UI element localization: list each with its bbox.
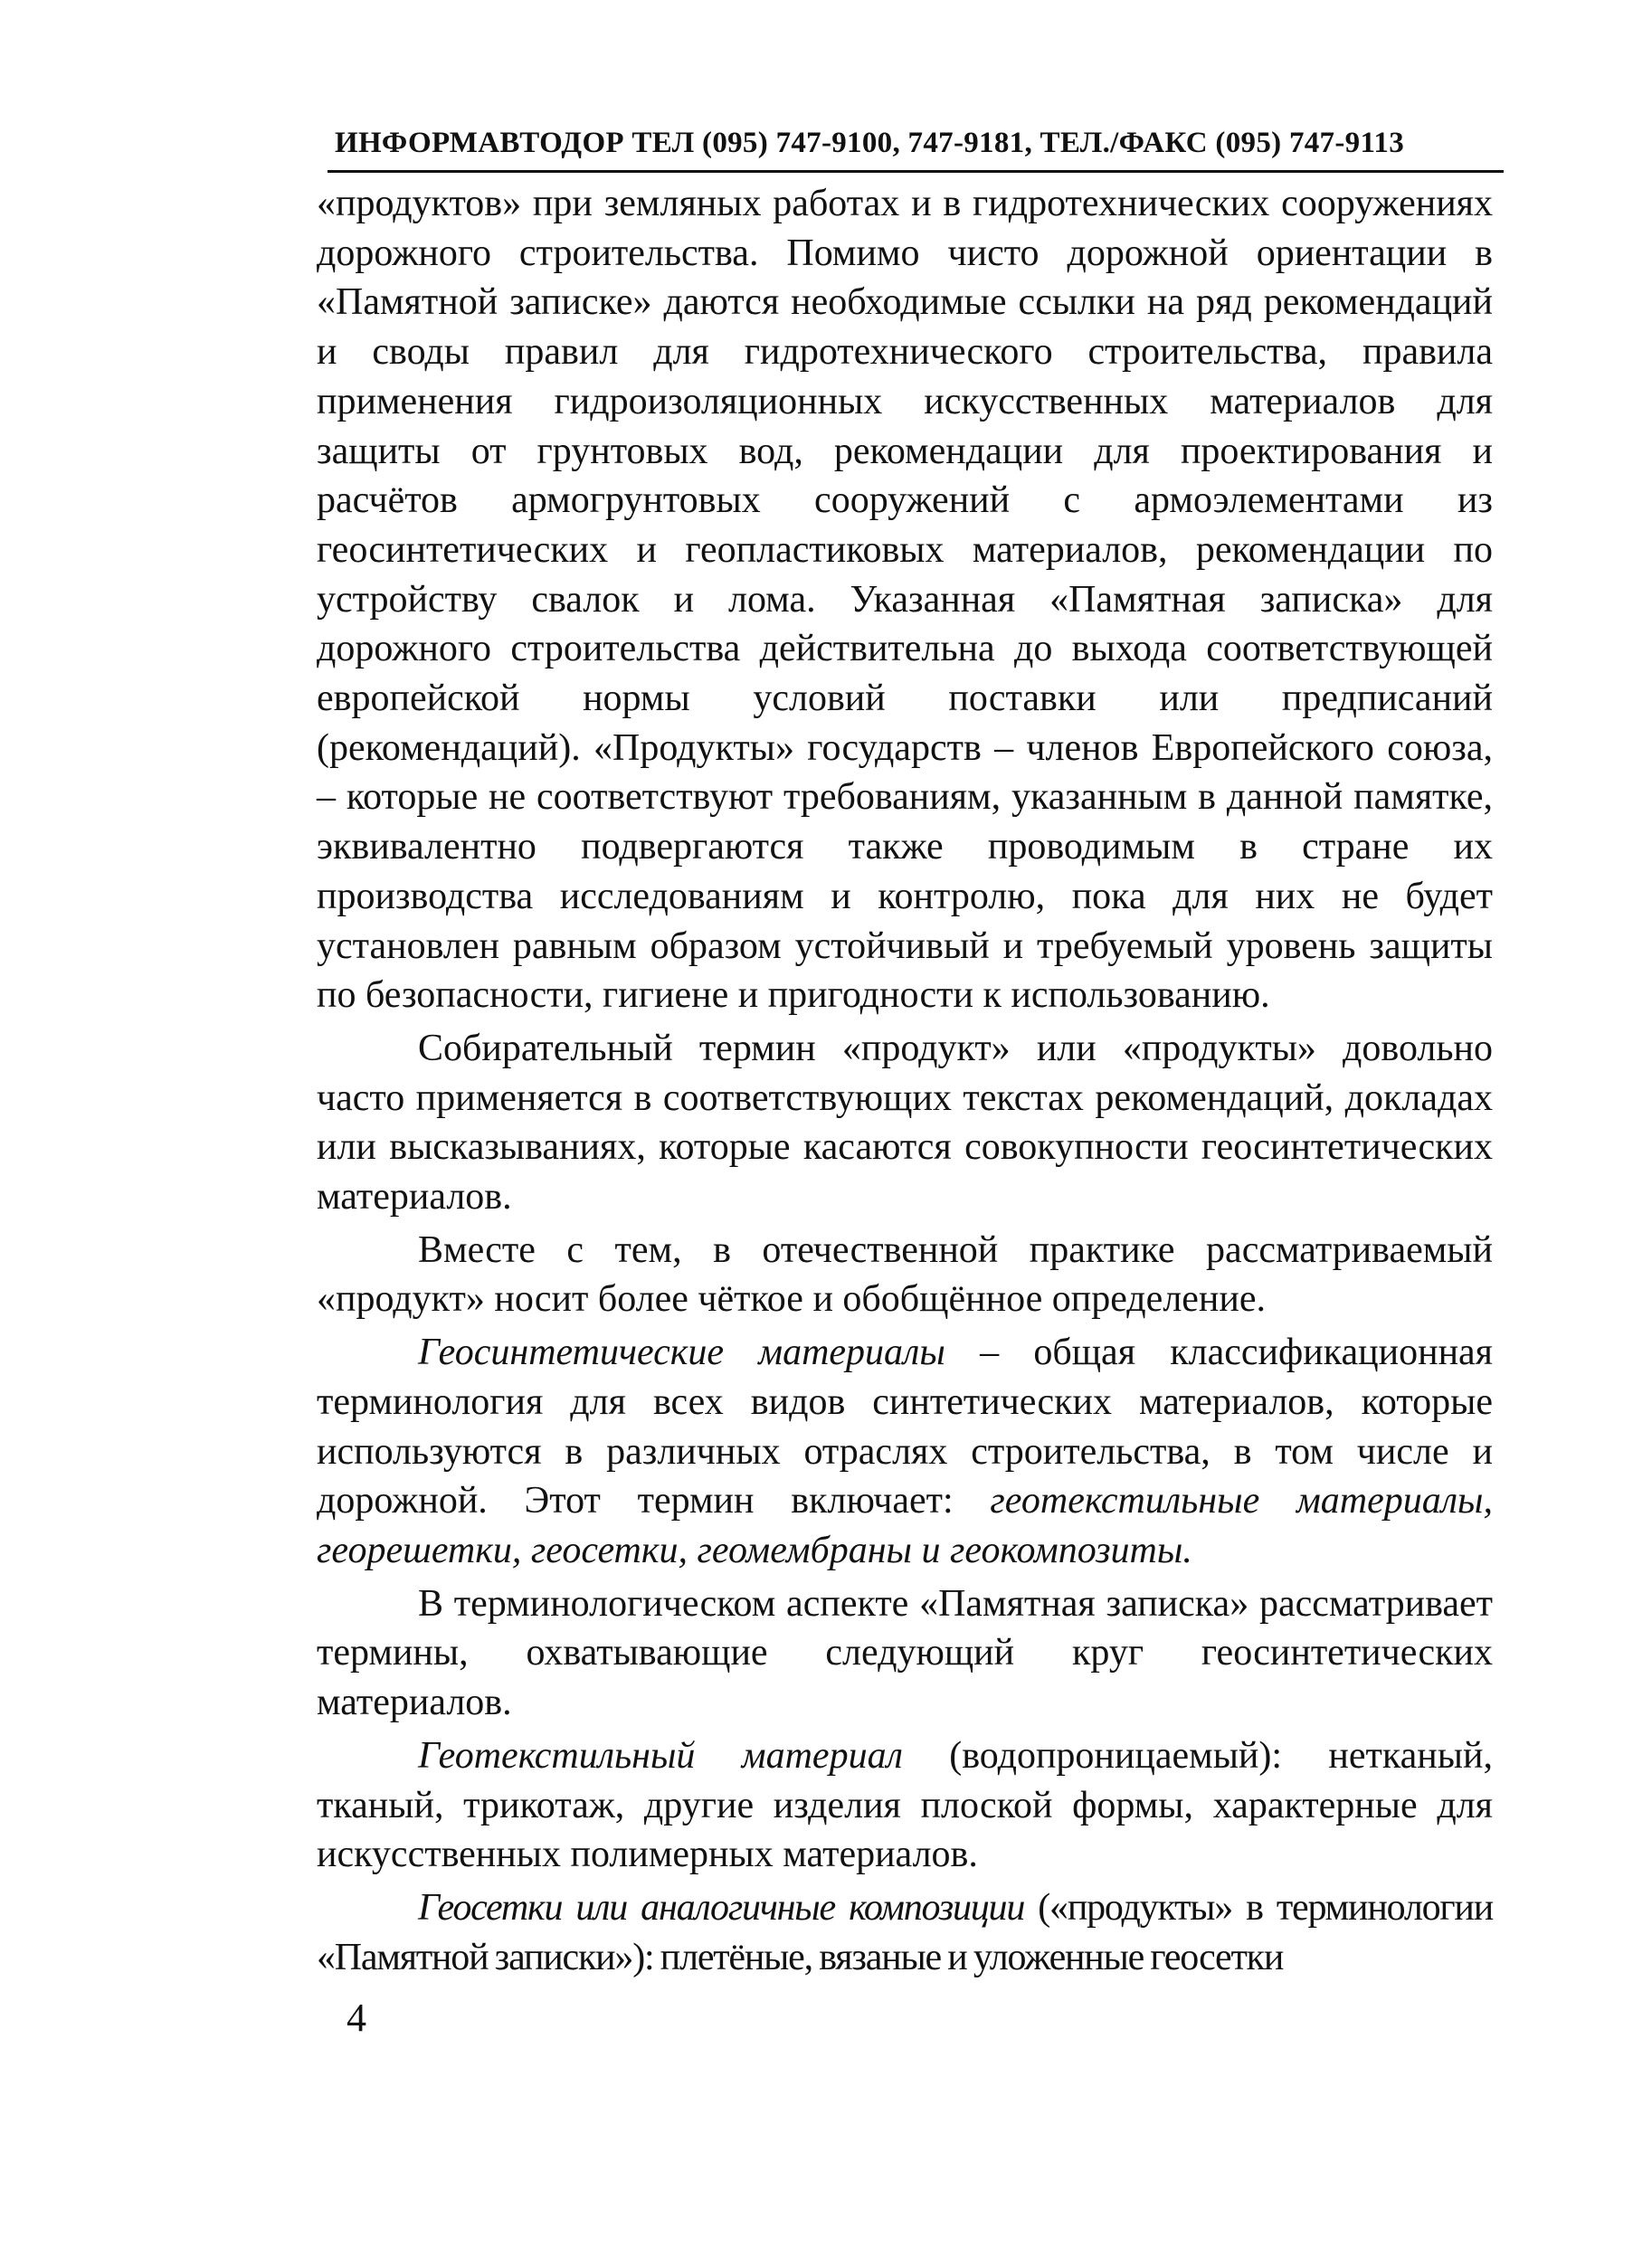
- paragraph-2: Собирательный термин «продукт» или «продукты» довольно часто применяется в соответствующих текстах рекомендаций, докладах или высказываниях, которые касаются совокупности геосинтетических материалов.: [317, 1027, 1493, 1219]
- term-list: геотекстильные материалы, георешетки, геосетки, геомембраны и геокомпозиты.: [317, 1480, 1493, 1571]
- term-geosynthetics: Геосинтетические материалы: [418, 1332, 945, 1374]
- paragraph-7-text: («продукты» в терминологии «Памятной записки»): плетёные, вязаные и уложенные геосетки: [317, 1886, 1493, 1978]
- paragraph-7: [317, 1883, 1493, 1982]
- term-geonets: Геосетки или аналогичные композиции: [418, 1886, 1025, 1929]
- page-number: 4: [347, 1996, 366, 2040]
- running-header: ИНФОРМАВТОДОР ТЕЛ (095) 747-9100, 747-9181, ТЕЛ./ФАКС (095) 747-9113: [335, 127, 1405, 159]
- paragraph-4: [317, 1328, 1493, 1576]
- paragraph-5: В терминологическом аспекте «Памятная записка» рассматривает термины, охватывающие следующий круг геосинтетических материалов.: [317, 1582, 1493, 1724]
- paragraph-4-text: – общая классификационная терминология для всех видов синтетических материалов, которые используются в различных отраслях строительства, в том числе и дорожной. Этот термин включает:: [317, 1332, 1494, 1522]
- term-geotextile: Геотекстильный материал: [418, 1734, 903, 1777]
- paragraph-3: Вместе с тем, в отечественной практике рассматриваемый «продукт» носит более чёткое и обобщённое определение.: [317, 1228, 1493, 1321]
- body-text: [317, 179, 1493, 1982]
- paragraph-1: «продуктов» при земляных работах и в гидротехнических сооружениях дорожного строительства. Помимо чисто дорожной ориентации в «Памятной записке» даются необходимые ссылки на ряд рекомендаций и своды правил для гидротехнического строительства, правила применения гидроизоляционных искусственных материалов для защиты от грунтовых вод, рекомендации для проектирования и расчётов армогрунтовых сооружений с армоэлементами из геосинтетических и геопластиковых материалов, рекомендации по устройству свалок и лома. Указанная «Памятная записка» для дорожного строительства действительна до выхода соответствующей европейской нормы условий поставки или предписаний (рекомендаций). «Продукты» государств – членов Европейского союза, – которые не соответствуют требованиям, указанным в данной памятке, эквивалентно подвергаются также проводимым в стране их производства исследованиям и контролю, пока для них не будет установлен равным образом устойчивый и требуемый уровень защиты по безопасности, гигиене и пригодности к использованию.: [317, 183, 1493, 1017]
- paragraph-6-text: (водопроницаемый): нетканый, тканый, трикотаж, другие изделия плоской формы, характерные для искусственных полимерных материалов.: [317, 1734, 1493, 1876]
- header-divider: [328, 170, 1504, 173]
- paragraph-6: [317, 1731, 1493, 1880]
